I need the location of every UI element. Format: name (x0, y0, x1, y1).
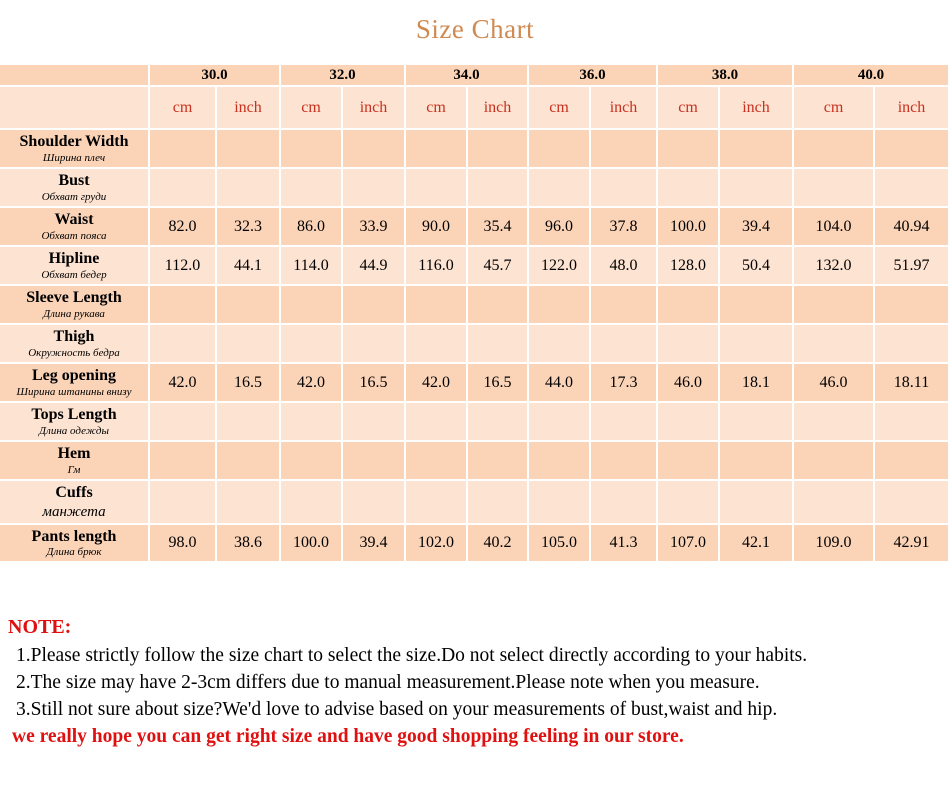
row-label-ru: Обхват бедер (41, 268, 107, 281)
measurement-cell (217, 169, 281, 208)
row-label (0, 286, 150, 325)
measurement-cell: 82.0 (150, 208, 217, 247)
measurement-cell (281, 442, 343, 481)
measurement-cell: 42.1 (720, 525, 794, 563)
measurement-cell (529, 481, 591, 525)
measurement-cell (875, 481, 950, 525)
measurement-cell: 37.8 (591, 208, 658, 247)
measurement-cell: 18.11 (875, 364, 950, 403)
measurement-cell (875, 403, 950, 442)
note-line: 1.Please strictly follow the size chart to select the size.Do not select directly according to your habits. (16, 645, 808, 666)
size-header: 34.0 (406, 65, 529, 87)
row-label-en: Bust (58, 172, 90, 190)
measurement-cell (217, 481, 281, 525)
measurement-cell (150, 286, 217, 325)
measurement-cell: 44.1 (217, 247, 281, 286)
measurement-cell (875, 130, 950, 169)
row-label (0, 442, 150, 481)
table-row (0, 247, 950, 286)
unit-cm: cm (281, 87, 343, 130)
measurement-cell (720, 403, 794, 442)
measurement-cell (529, 442, 591, 481)
measurement-cell (658, 403, 720, 442)
measurement-cell: 98.0 (150, 525, 217, 563)
measurement-cell (281, 169, 343, 208)
measurement-cell (343, 403, 406, 442)
measurement-cell (720, 130, 794, 169)
measurement-cell: 16.5 (217, 364, 281, 403)
size-chart-table (0, 65, 950, 563)
unit-inch: inch (217, 87, 281, 130)
table-row (0, 169, 950, 208)
measurement-cell (591, 403, 658, 442)
note-closing: we really hope you can get right size and have good shopping feeling in our store. (12, 726, 684, 747)
measurement-cell: 40.94 (875, 208, 950, 247)
table-row (0, 403, 950, 442)
measurement-cell (343, 286, 406, 325)
row-label (0, 525, 150, 563)
row-label (0, 247, 150, 286)
table-row (0, 442, 950, 481)
measurement-cell (217, 130, 281, 169)
table-row (0, 208, 950, 247)
measurement-cell (658, 442, 720, 481)
measurement-cell (529, 325, 591, 364)
measurement-cell: 40.2 (468, 525, 529, 563)
row-label-en: Thigh (53, 328, 95, 346)
row-label-en: Cuffs (55, 483, 93, 501)
row-label-ru: Длина брюк (46, 546, 102, 559)
unit-inch: inch (875, 87, 950, 130)
row-label-ru: Ширина штанины внизу (16, 385, 132, 398)
measurement-cell (720, 286, 794, 325)
note-line: 3.Still not sure about size?We'd love to advise based on your measurements of bust,waist and hip. (16, 699, 778, 720)
measurement-cell: 122.0 (529, 247, 591, 286)
measurement-cell (150, 169, 217, 208)
table-row (0, 364, 950, 403)
measurement-cell (406, 130, 468, 169)
chart-title: Size Chart (415, 14, 535, 44)
measurement-cell (406, 481, 468, 525)
measurement-cell: 109.0 (794, 525, 875, 563)
measurement-cell: 33.9 (343, 208, 406, 247)
measurement-cell: 46.0 (658, 364, 720, 403)
measurement-cell: 104.0 (794, 208, 875, 247)
measurement-cell: 42.91 (875, 525, 950, 563)
measurement-cell (875, 442, 950, 481)
unit-inch: inch (591, 87, 658, 130)
measurement-cell (658, 481, 720, 525)
measurement-cell (658, 169, 720, 208)
measurement-cell (343, 481, 406, 525)
measurement-cell (875, 325, 950, 364)
measurement-cell: 41.3 (591, 525, 658, 563)
measurement-cell (591, 442, 658, 481)
measurement-cell (529, 286, 591, 325)
row-label-en: Hem (57, 445, 91, 463)
measurement-cell: 17.3 (591, 364, 658, 403)
measurement-cell (281, 286, 343, 325)
row-label (0, 325, 150, 364)
measurement-cell (217, 403, 281, 442)
measurement-cell (794, 481, 875, 525)
measurement-cell (343, 130, 406, 169)
measurement-cell: 96.0 (529, 208, 591, 247)
measurement-cell (406, 403, 468, 442)
measurement-cell (281, 403, 343, 442)
measurement-cell: 16.5 (468, 364, 529, 403)
row-label-en: Shoulder Width (19, 133, 129, 151)
measurement-cell (468, 403, 529, 442)
row-label-ru: Обхват груди (41, 190, 107, 203)
measurement-cell (720, 481, 794, 525)
measurement-cell (468, 286, 529, 325)
measurement-cell: 51.97 (875, 247, 950, 286)
unit-cm: cm (150, 87, 217, 130)
measurement-cell (343, 442, 406, 481)
measurement-cell: 46.0 (794, 364, 875, 403)
unit-cm: cm (658, 87, 720, 130)
measurement-cell (875, 286, 950, 325)
measurement-cell (794, 325, 875, 364)
note-line: 2.The size may have 2-3cm differs due to manual measurement.Please note when you measure. (16, 672, 760, 693)
measurement-cell (529, 169, 591, 208)
measurement-cell (794, 169, 875, 208)
row-label-ru: Длина рукава (43, 307, 105, 320)
measurement-cell: 35.4 (468, 208, 529, 247)
measurement-cell: 44.0 (529, 364, 591, 403)
measurement-cell (468, 169, 529, 208)
measurement-cell (468, 325, 529, 364)
size-header: 32.0 (281, 65, 406, 87)
unit-cm: cm (794, 87, 875, 130)
measurement-cell: 86.0 (281, 208, 343, 247)
row-label (0, 364, 150, 403)
measurement-cell: 112.0 (150, 247, 217, 286)
table-row (0, 130, 950, 169)
measurement-cell: 107.0 (658, 525, 720, 563)
measurement-cell (468, 130, 529, 169)
unit-cm: cm (406, 87, 468, 130)
measurement-cell: 102.0 (406, 525, 468, 563)
measurement-cell (150, 442, 217, 481)
measurement-rows (0, 130, 950, 563)
measurement-cell (529, 403, 591, 442)
row-label-en: Pants length (31, 527, 117, 545)
unit-inch: inch (720, 87, 794, 130)
corner-cell (0, 87, 150, 130)
table-row (0, 481, 950, 525)
measurement-cell: 132.0 (794, 247, 875, 286)
measurement-cell: 38.6 (217, 525, 281, 563)
measurement-cell (658, 286, 720, 325)
measurement-cell (281, 130, 343, 169)
row-label-en: Sleeve Length (26, 289, 122, 307)
measurement-cell (217, 286, 281, 325)
row-label (0, 481, 150, 525)
measurement-cell (875, 169, 950, 208)
measurement-cell: 116.0 (406, 247, 468, 286)
measurement-cell: 42.0 (150, 364, 217, 403)
measurement-cell: 128.0 (658, 247, 720, 286)
measurement-cell (150, 403, 217, 442)
measurement-cell: 45.7 (468, 247, 529, 286)
row-label (0, 130, 150, 169)
size-header: 30.0 (150, 65, 281, 87)
measurement-cell (281, 481, 343, 525)
measurement-cell (343, 169, 406, 208)
measurement-cell: 44.9 (343, 247, 406, 286)
measurement-cell (658, 325, 720, 364)
measurement-cell (591, 325, 658, 364)
unit-header-row (0, 87, 950, 130)
measurement-cell (281, 325, 343, 364)
measurement-cell: 48.0 (591, 247, 658, 286)
measurement-cell: 105.0 (529, 525, 591, 563)
note-section (8, 616, 943, 748)
measurement-cell: 100.0 (658, 208, 720, 247)
row-label (0, 403, 150, 442)
measurement-cell (406, 169, 468, 208)
row-label-ru: Ширина плеч (42, 151, 106, 164)
measurement-cell: 39.4 (720, 208, 794, 247)
measurement-cell: 18.1 (720, 364, 794, 403)
measurement-cell (150, 481, 217, 525)
row-label-en: Hipline (48, 250, 100, 268)
row-label-en: Waist (54, 211, 94, 229)
measurement-cell (406, 286, 468, 325)
measurement-cell (591, 286, 658, 325)
measurement-cell: 39.4 (343, 525, 406, 563)
measurement-cell (591, 169, 658, 208)
note-title: NOTE: (8, 616, 72, 638)
measurement-cell (794, 130, 875, 169)
row-label-ru: Длина одежды (39, 424, 109, 437)
size-header: 36.0 (529, 65, 658, 87)
corner-cell (0, 65, 150, 87)
row-label-ru: Обхват пояса (41, 229, 107, 242)
measurement-cell: 114.0 (281, 247, 343, 286)
measurement-cell: 100.0 (281, 525, 343, 563)
row-label-en: Leg opening (31, 367, 116, 385)
measurement-cell (406, 442, 468, 481)
measurement-cell (720, 325, 794, 364)
size-header: 38.0 (658, 65, 794, 87)
measurement-cell (794, 286, 875, 325)
measurement-cell (217, 442, 281, 481)
unit-inch: inch (343, 87, 406, 130)
measurement-cell: 90.0 (406, 208, 468, 247)
measurement-cell (468, 481, 529, 525)
measurement-cell (343, 325, 406, 364)
measurement-cell (794, 403, 875, 442)
measurement-cell: 50.4 (720, 247, 794, 286)
measurement-cell (720, 442, 794, 481)
table-row (0, 325, 950, 364)
measurement-cell (591, 481, 658, 525)
measurement-cell (591, 130, 658, 169)
row-label (0, 208, 150, 247)
measurement-cell (529, 130, 591, 169)
row-label-ru: Гм (67, 463, 81, 476)
measurement-cell (468, 442, 529, 481)
row-label-en: Tops Length (31, 406, 117, 424)
unit-inch: inch (468, 87, 529, 130)
unit-cm: cm (529, 87, 591, 130)
size-header: 40.0 (794, 65, 950, 87)
measurement-cell: 42.0 (406, 364, 468, 403)
table-row (0, 525, 950, 563)
measurement-cell (720, 169, 794, 208)
measurement-cell (658, 130, 720, 169)
table-row (0, 286, 950, 325)
measurement-cell: 42.0 (281, 364, 343, 403)
measurement-cell (150, 130, 217, 169)
size-header-row (0, 65, 950, 87)
row-label (0, 169, 150, 208)
measurement-cell: 16.5 (343, 364, 406, 403)
measurement-cell: 32.3 (217, 208, 281, 247)
measurement-cell (406, 325, 468, 364)
row-label-ru: Окружность бедра (28, 346, 120, 359)
measurement-cell (217, 325, 281, 364)
measurement-cell (150, 325, 217, 364)
row-label-ru: манжета (42, 503, 106, 520)
measurement-cell (794, 442, 875, 481)
